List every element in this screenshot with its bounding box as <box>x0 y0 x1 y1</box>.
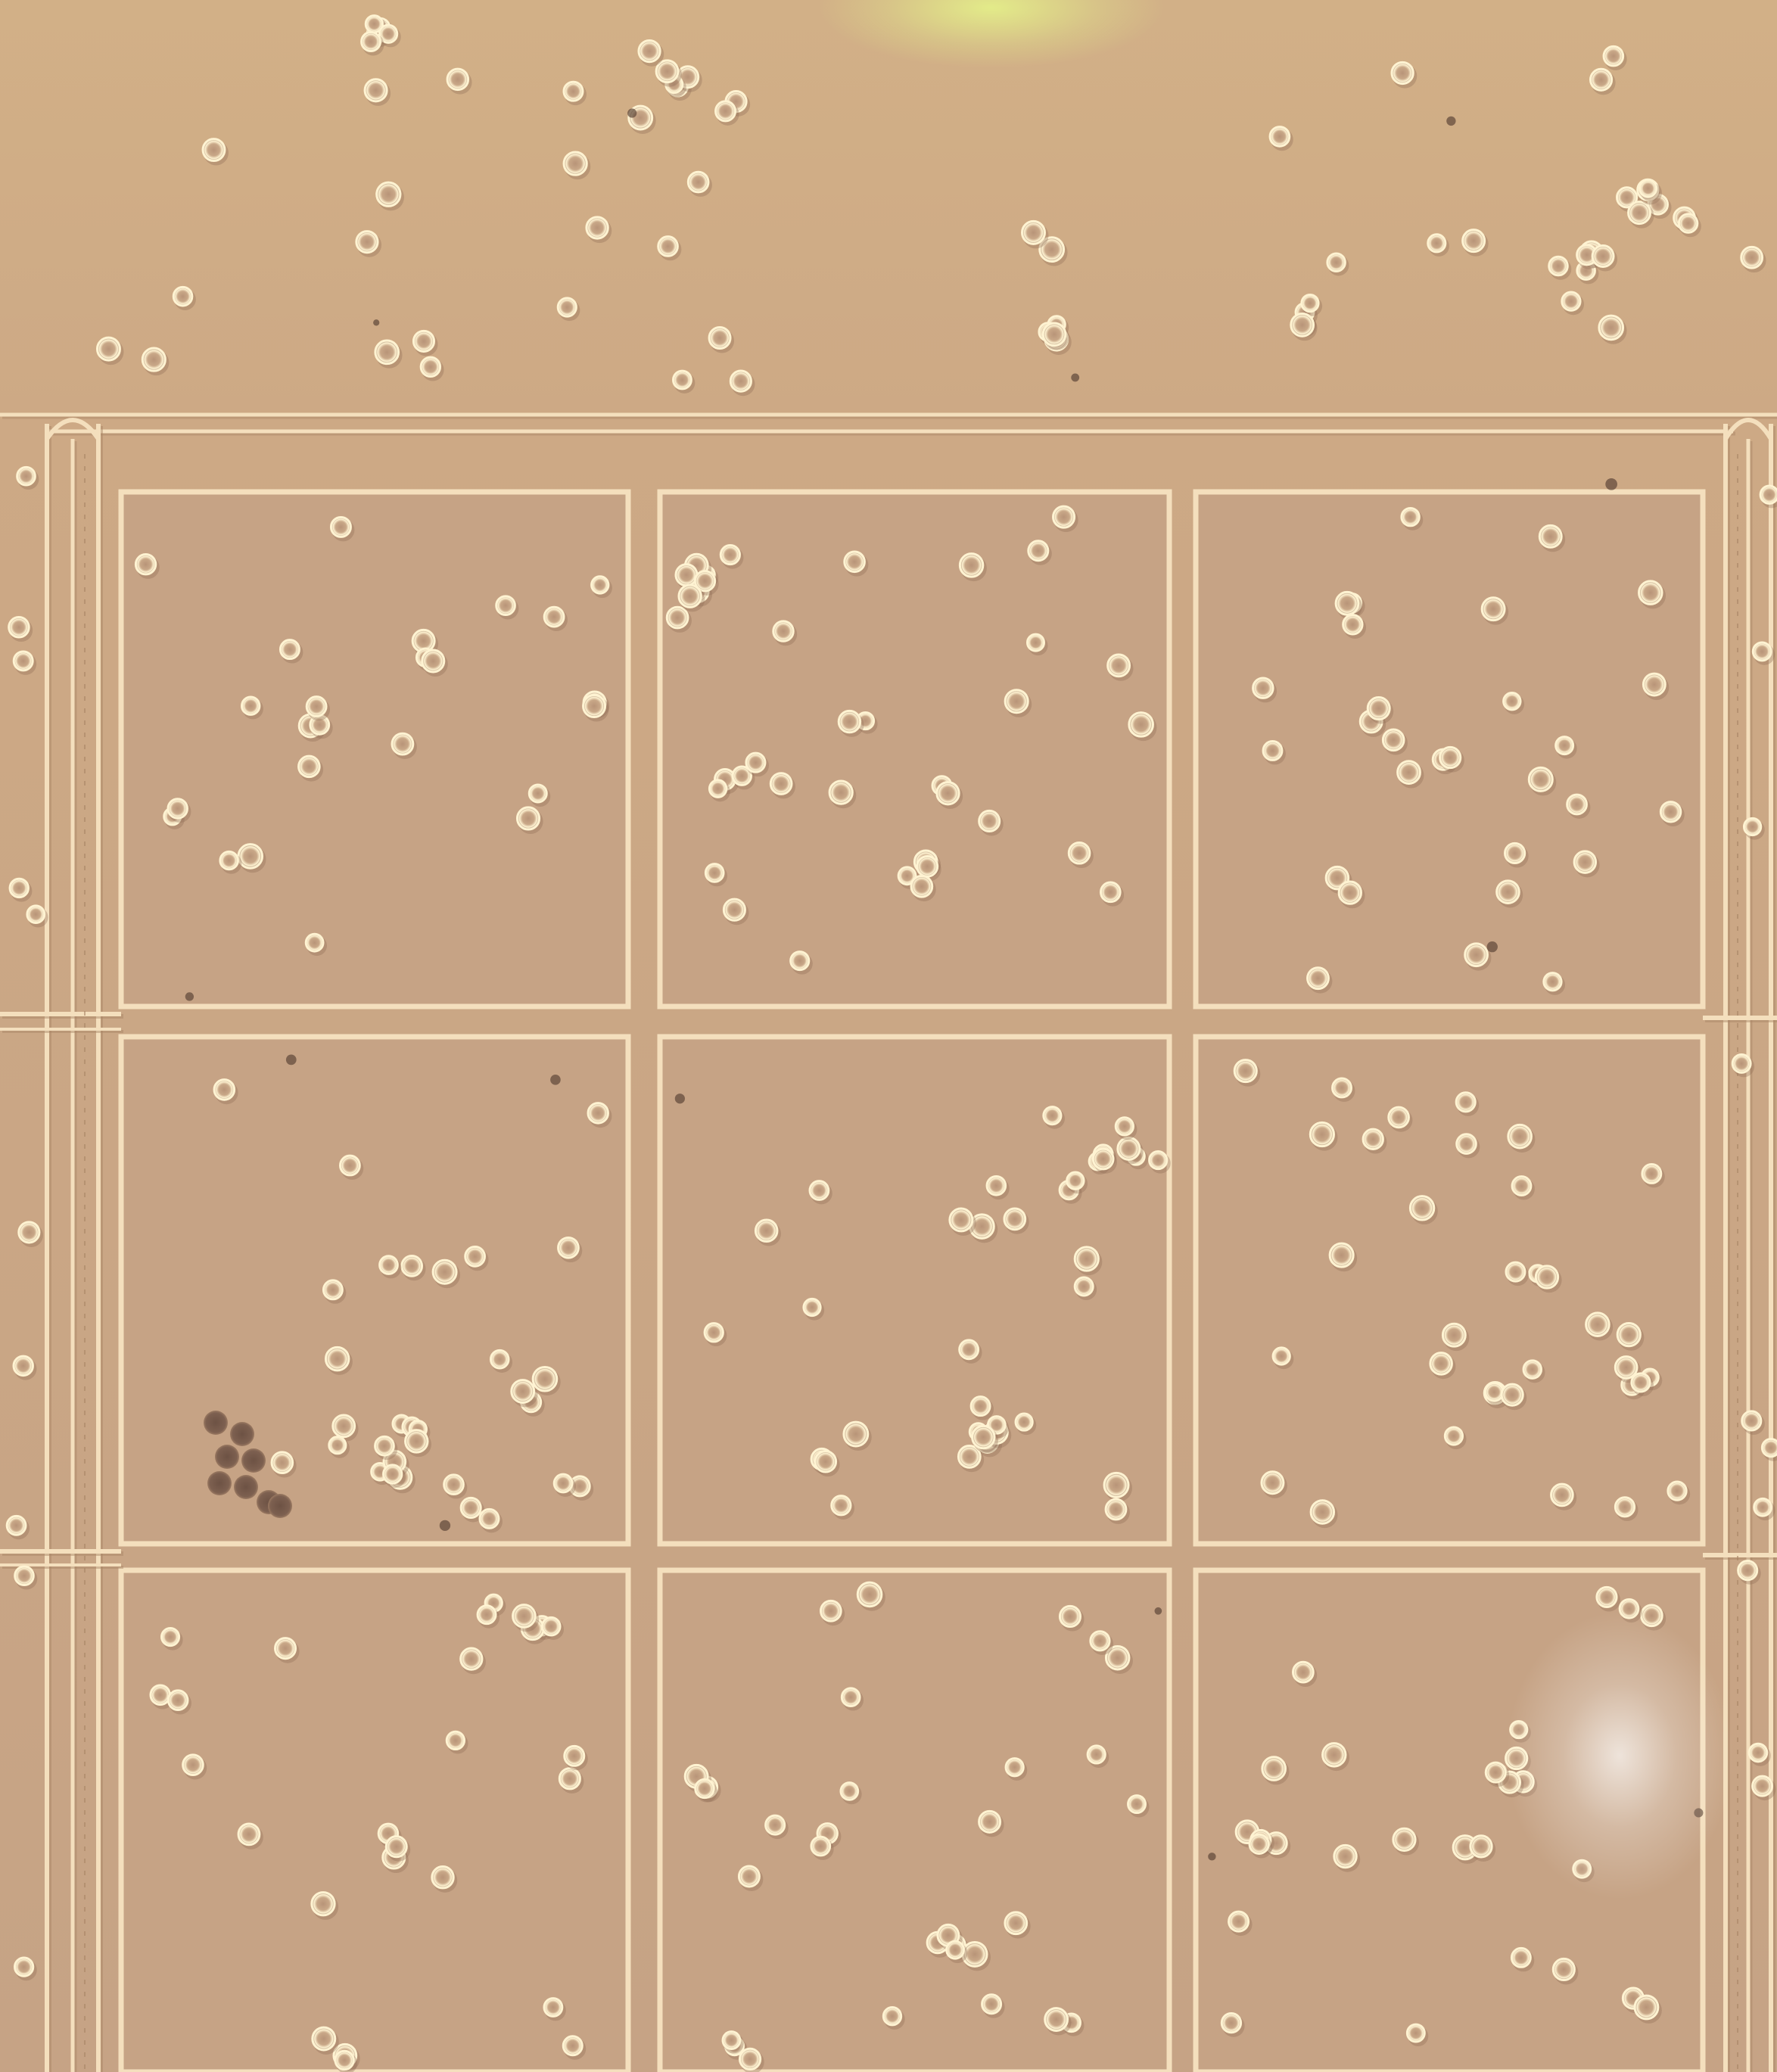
cell <box>27 906 45 923</box>
cell <box>1005 1912 1027 1934</box>
cell <box>444 1475 464 1495</box>
cell <box>1599 316 1623 340</box>
cell <box>829 781 852 804</box>
debris-dot <box>1446 117 1455 126</box>
cell <box>1250 1834 1268 1853</box>
cell <box>766 1815 785 1834</box>
cell <box>299 756 320 777</box>
cell <box>1053 506 1075 527</box>
cell <box>142 348 165 371</box>
cell <box>447 69 468 89</box>
cell <box>203 139 225 161</box>
cell <box>1410 1196 1433 1220</box>
cell <box>341 1156 360 1175</box>
debris-dot <box>440 1520 450 1531</box>
cell <box>362 33 381 51</box>
cell <box>587 217 608 238</box>
cell <box>705 864 724 882</box>
cell <box>1456 1093 1475 1112</box>
dead-cell <box>241 1448 266 1473</box>
cell <box>1402 508 1419 525</box>
dead-cell <box>215 1445 239 1469</box>
cell <box>815 1451 836 1473</box>
cell <box>377 182 400 206</box>
cell <box>709 328 730 349</box>
cell <box>791 952 809 970</box>
cell <box>1389 1107 1409 1128</box>
cell <box>1270 127 1290 147</box>
cell <box>356 232 378 253</box>
cell <box>1544 973 1561 991</box>
cell <box>496 596 515 615</box>
cell <box>832 1496 851 1515</box>
cell <box>214 1080 235 1100</box>
cell <box>1574 851 1595 873</box>
cell <box>564 82 583 101</box>
dead-cell <box>230 1422 254 1446</box>
cell <box>1334 1845 1356 1867</box>
cell <box>17 467 36 485</box>
cell <box>1744 818 1760 835</box>
cell <box>1505 843 1525 863</box>
cell <box>1093 1149 1113 1169</box>
cell <box>1753 1776 1772 1796</box>
cell <box>1104 1473 1128 1497</box>
cell <box>755 1220 777 1242</box>
cell <box>1511 1948 1530 1967</box>
cell <box>730 371 751 391</box>
cell <box>375 341 399 364</box>
cell <box>1311 1501 1334 1523</box>
cell <box>1106 1499 1126 1520</box>
cell <box>960 554 982 577</box>
cell <box>533 1367 557 1391</box>
cell <box>413 331 434 351</box>
cell <box>592 577 608 593</box>
dead-cell <box>207 1471 232 1495</box>
cell <box>135 555 155 574</box>
counting-square-r1-c2 <box>660 492 1169 1006</box>
cell <box>238 1824 260 1845</box>
cell <box>1392 62 1413 83</box>
cell <box>1273 1348 1290 1364</box>
cell <box>883 2008 901 2025</box>
debris-dot <box>1605 478 1617 490</box>
cell <box>461 1498 481 1517</box>
cell <box>325 1347 348 1370</box>
cell <box>821 1601 842 1621</box>
cell <box>564 152 587 175</box>
cell <box>839 711 860 732</box>
cell <box>7 1516 26 1535</box>
debris-dot <box>1071 374 1079 382</box>
cell <box>1116 1118 1133 1135</box>
cell <box>676 565 697 586</box>
cell <box>375 1436 394 1455</box>
cell <box>844 1422 868 1446</box>
cell <box>770 773 792 795</box>
cell <box>705 1324 723 1342</box>
cell <box>558 298 576 316</box>
cell <box>979 810 1000 831</box>
cell <box>1504 692 1520 709</box>
cell <box>433 1260 456 1283</box>
cell <box>365 79 387 101</box>
cell <box>542 1617 560 1635</box>
cell <box>1592 246 1614 267</box>
cell <box>739 2049 760 2069</box>
cell <box>1556 737 1573 754</box>
cell <box>1060 1606 1080 1626</box>
cell <box>1660 802 1680 822</box>
debris-dot <box>550 1075 561 1085</box>
cell <box>1044 1107 1061 1125</box>
cell <box>1091 1632 1109 1650</box>
cell <box>1027 634 1044 651</box>
cell <box>1643 674 1665 695</box>
cell <box>911 876 932 897</box>
cell <box>1539 525 1561 547</box>
cell <box>656 61 678 82</box>
cell <box>173 287 192 306</box>
cell <box>162 1629 179 1646</box>
cell <box>1486 1762 1505 1782</box>
cell <box>1022 221 1044 244</box>
cell <box>1263 742 1282 761</box>
cell <box>973 1426 994 1448</box>
cell <box>982 1995 1001 2014</box>
cell <box>960 1340 979 1359</box>
cell <box>1640 180 1657 197</box>
cell <box>1229 1912 1249 1931</box>
cell <box>810 1181 829 1200</box>
cell <box>1551 1484 1573 1506</box>
cell <box>639 40 660 61</box>
cell <box>584 695 605 717</box>
cell <box>1310 1122 1334 1146</box>
cell <box>842 1688 860 1706</box>
cell <box>544 607 564 627</box>
cell <box>1486 1383 1503 1401</box>
debris-dot <box>1208 1853 1215 1860</box>
cell <box>512 1380 534 1403</box>
cell <box>1323 1744 1346 1766</box>
cell <box>168 799 187 818</box>
cell <box>565 1746 584 1766</box>
cell <box>1482 598 1505 621</box>
cell <box>1067 1172 1084 1189</box>
cell <box>559 1237 579 1258</box>
counting-square-r2-c3 <box>1196 1037 1703 1544</box>
cell <box>857 1582 882 1607</box>
cell <box>307 697 326 717</box>
debris-dot <box>627 108 636 117</box>
cell <box>1497 881 1520 904</box>
cell <box>679 585 701 607</box>
cell <box>513 1605 536 1628</box>
cell <box>1668 1482 1686 1500</box>
counting-square-r3-c1 <box>121 1570 628 2072</box>
cell <box>1330 1243 1353 1267</box>
cell <box>716 101 736 121</box>
cell <box>720 545 739 564</box>
cell <box>1642 1165 1661 1184</box>
cell <box>1615 1357 1637 1379</box>
cell <box>402 1256 422 1277</box>
cell <box>1308 968 1329 989</box>
cell <box>845 552 865 572</box>
cell <box>987 1177 1006 1196</box>
cell <box>480 1509 499 1528</box>
cell <box>306 934 323 951</box>
cell <box>312 1893 335 1915</box>
cell <box>384 1465 402 1483</box>
cell <box>329 1437 346 1454</box>
cell <box>1005 690 1028 713</box>
cell <box>1597 1587 1617 1607</box>
cell <box>1440 747 1461 767</box>
cell <box>1502 1384 1523 1405</box>
cell <box>1465 944 1488 966</box>
cell <box>1368 698 1390 720</box>
cell <box>1586 1313 1610 1336</box>
cell <box>529 785 546 802</box>
cell <box>1069 842 1090 863</box>
cell <box>979 1811 1001 1832</box>
cell <box>10 879 28 897</box>
cell <box>739 1866 759 1887</box>
cell <box>97 338 120 360</box>
cell <box>280 640 299 659</box>
dead-cell <box>204 1411 228 1435</box>
cell <box>1629 202 1651 224</box>
cell <box>1508 1125 1532 1148</box>
cell <box>323 1280 342 1299</box>
cell <box>1553 1958 1574 1980</box>
dead-cell <box>234 1475 258 1499</box>
cell <box>1293 1662 1313 1682</box>
cell <box>1762 1439 1777 1457</box>
debris-dot <box>286 1054 297 1065</box>
cell <box>1221 2013 1240 2032</box>
cell <box>1523 1361 1541 1378</box>
cell <box>674 371 692 389</box>
cell <box>544 1999 562 2017</box>
cell <box>1291 313 1314 336</box>
cell <box>1333 1078 1352 1097</box>
cell <box>588 1103 608 1123</box>
cell <box>724 899 745 920</box>
cell <box>1445 1427 1462 1445</box>
cell <box>1327 254 1345 271</box>
cell <box>1393 1828 1415 1850</box>
cell <box>422 650 444 672</box>
light-glare-bottom <box>1506 1612 1733 1899</box>
cell <box>1006 1759 1023 1776</box>
cell <box>15 1958 33 1976</box>
cell <box>773 621 793 641</box>
cell <box>1738 1561 1757 1580</box>
cell <box>183 1755 204 1775</box>
cell <box>804 1299 820 1315</box>
cell <box>559 1769 580 1789</box>
cell <box>937 782 959 804</box>
cell <box>19 1222 39 1243</box>
cell <box>1075 1277 1093 1296</box>
cell <box>392 733 413 754</box>
cell <box>1529 767 1552 791</box>
cell <box>1604 46 1623 66</box>
cell <box>1363 1129 1383 1149</box>
cell <box>696 1779 714 1797</box>
cell <box>1512 1177 1531 1196</box>
cell <box>971 1397 990 1416</box>
cell <box>406 1430 428 1452</box>
cell <box>563 2036 582 2055</box>
cell <box>1639 581 1663 605</box>
cell <box>1549 257 1568 275</box>
cell <box>333 1415 355 1437</box>
cell <box>447 1731 464 1749</box>
cell <box>432 1867 453 1888</box>
cell <box>1383 730 1404 751</box>
cell <box>1128 1796 1146 1813</box>
cell <box>1339 882 1361 904</box>
cell <box>465 1247 485 1267</box>
cell <box>1100 882 1120 902</box>
cell <box>14 652 33 670</box>
cell <box>723 2032 740 2049</box>
cell <box>272 1452 293 1473</box>
dead-cell <box>268 1494 292 1518</box>
cell <box>1129 713 1153 737</box>
cell <box>1749 1744 1767 1762</box>
cell <box>1016 1414 1032 1430</box>
debris-dot <box>675 1094 685 1103</box>
cell <box>1045 2008 1068 2031</box>
cell <box>1029 541 1048 561</box>
cell <box>1506 1262 1525 1281</box>
cell <box>461 1648 482 1669</box>
cell <box>667 607 688 628</box>
cell <box>688 172 708 192</box>
cell <box>1430 1353 1452 1374</box>
cell <box>746 753 765 772</box>
cell <box>1463 230 1485 252</box>
debris-dot <box>373 319 379 325</box>
cell <box>1679 214 1697 232</box>
cell <box>1075 1247 1098 1271</box>
cell <box>220 851 238 869</box>
cell <box>1343 615 1362 634</box>
cell <box>1591 69 1612 90</box>
cell <box>335 2051 353 2069</box>
cell <box>1753 642 1771 661</box>
cell <box>1732 1054 1751 1072</box>
cell <box>478 1606 496 1624</box>
cell <box>1760 486 1777 503</box>
cell <box>1253 678 1273 698</box>
cell <box>421 357 440 376</box>
cell <box>950 1209 973 1231</box>
cell <box>151 1685 170 1705</box>
cell <box>1536 1266 1558 1288</box>
cell <box>658 237 678 257</box>
cell <box>1398 761 1421 784</box>
cell <box>1302 294 1318 311</box>
cell <box>15 1566 34 1585</box>
cell <box>517 807 539 829</box>
cell <box>1442 1324 1465 1346</box>
cell <box>1108 655 1130 677</box>
cell <box>490 1350 509 1368</box>
cell <box>1150 1152 1167 1169</box>
cell <box>1234 1060 1256 1082</box>
cell <box>1262 1472 1284 1494</box>
cell <box>709 780 726 797</box>
cell <box>238 845 263 869</box>
cell <box>1754 1498 1772 1516</box>
cell <box>1741 247 1763 268</box>
cell <box>1632 1374 1650 1392</box>
cell <box>1635 1996 1658 2019</box>
cell <box>1742 1411 1761 1430</box>
cell <box>1262 1757 1286 1781</box>
cell <box>386 1837 406 1857</box>
counting-square-r1-c1 <box>121 492 628 1006</box>
cell <box>1428 235 1446 252</box>
cell <box>9 618 29 637</box>
debris-dot <box>1487 941 1498 952</box>
cell <box>275 1638 296 1659</box>
cell <box>1118 1137 1140 1159</box>
cell <box>1004 1209 1025 1230</box>
cell <box>1567 795 1587 814</box>
cell <box>168 1691 188 1710</box>
cell <box>14 1356 33 1375</box>
cell <box>1457 1134 1477 1154</box>
cell <box>1043 323 1066 346</box>
debris-dot <box>185 992 194 1000</box>
cell <box>1407 2024 1424 2042</box>
cell <box>1336 592 1358 614</box>
cell <box>380 1256 398 1274</box>
cell <box>331 517 350 537</box>
cell <box>841 1783 858 1800</box>
cell <box>313 2027 335 2050</box>
cell <box>554 1474 572 1492</box>
debris-dot <box>1154 1607 1162 1615</box>
cell <box>1615 1498 1634 1517</box>
cell <box>242 697 260 714</box>
cell <box>947 1941 964 1958</box>
cell <box>1617 1324 1640 1346</box>
cell <box>1088 1746 1105 1763</box>
cell <box>811 1837 830 1856</box>
cell <box>1562 292 1580 310</box>
cell <box>917 856 938 876</box>
cell <box>1470 1836 1492 1857</box>
